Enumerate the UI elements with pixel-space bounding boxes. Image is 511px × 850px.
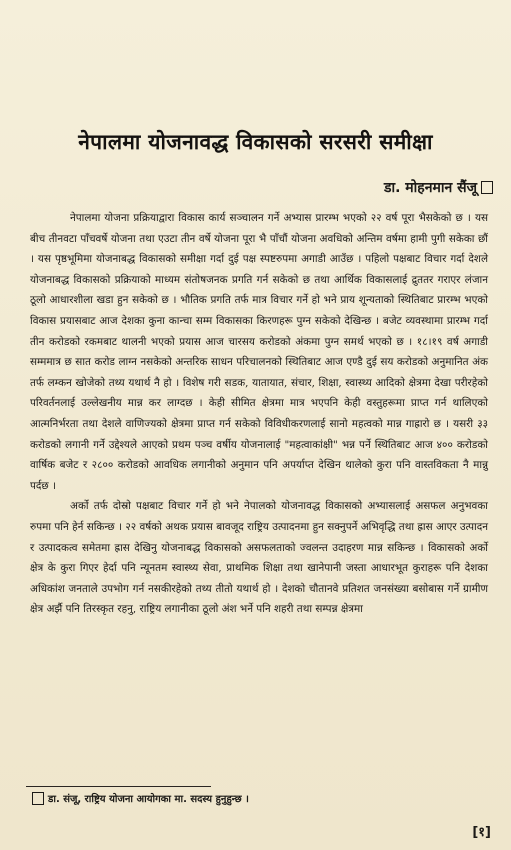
article-title: नेपालमा योजनावद्ध विकासको सरसरी समीक्षा <box>78 130 433 154</box>
footnote <box>30 791 470 805</box>
footnote-divider <box>26 786 211 787</box>
author-name: डा. मोहनमान सैंजू <box>383 180 477 196</box>
footnote-text: डा. संजू, राष्ट्रिय योजना आयोगका मा. सदस्य हुनुहुन्छ । <box>48 794 249 805</box>
paragraph-1: नेपालमा योजना प्रक्रियाद्वारा विकास कार्य सञ्चालन गर्ने अभ्यास प्रारम्भ भएको २२ वर्ष पूरा भैसकेको छ । यस बीच तीनवटा पाँचवर्षे योजना तथा एउटा तीन वर्षे योजना पूरा भै पाँचौं योजना अवधिको अन्तिम वर्षमा हामी पुगी सकेका छौं । यस पृष्ठभूमिमा योजनाबद्ध विकासको समीक्षा गर्दा दुई पक्ष स्पष्टरुपमा अगाडी आउँछ । पहिलो पक्षबाट विचार गर्दा देशले योजनाबद्ध विकासको प्रक्रियाको माध्यम संतोषजनक प्रगति गर्न सकेको छ तथा आर्थिक विकासलाई द्रुततर गराएर लंजान ठूलो आधारशीला खडा हुन सकेको छ । भौतिक प्रगति तर्फ मात्र विचार गर्ने हो भने प्राय शून्यताको स्थितिबाट प्रारम्भ भएको विकास प्रयासबाट आज देशका कुना कान्चा सम्म विकासका किरणहरू पुग्न सकेको देखिन्छ । बजेट व्यवस्थामा प्रारम्भ गर्दा तीन करोडको रकमबाट थालनी भएको प्रयास आज चारसय करोडको अंकमा पुग्न समर्थ भएको छ । १८।१९ वर्ष अगाडी सम्ममात्र छ सात करोड लाग्न नसकेको अन्तरिक साधन परिचालनको स्थितिबाट आज एण्डै दुई सय करोडको अनुमानित अंक तर्फ लम्कन खोजेको तथ्य यथार्थ नै हो । विशेष गरी सडक, यातायात, संचार, शिक्षा, स्वास्थ्य आदिको क्षेत्रमा देखा परीरहेको परिवर्तनलाई उल्लेखनीय मान्न कर लाग्दछ । केही सीमित क्षेत्रमा मात्र भएपनि केही वस्तुहरूमा प्राप्त गर्न थालिएको आत्मनिर्भरता तथा देशले वाणिज्यको क्षेत्रमा प्राप्त गर्न सकेको विविधीकरणलाई सानो महत्वको मान्न गाह्रारो छ । यसरी ३३ करोडको लगानी गर्ने उद्देश्यले आएको प्रथम पञ्च वर्षीय योजनालाई "महत्वाकांक्षी" भन्न पर्ने स्थितिबाट आज ४०० करोडको वार्षिक बजेट र २८०० करोडको आवधिक लगानीको अनुमान पनि अपर्याप्त देखिन थालेको कुरा पनि वास्तविकता नै मान्नु पर्दछ । <box>30 212 488 492</box>
footnote-marker-icon <box>32 792 44 805</box>
paragraph-2: अर्को तर्फ दोस्रो पक्षबाट विचार गर्ने हो भने नेपालको योजनावद्ध विकासको अभ्यासलाई असफल अनुभवका रुपमा पनि हेर्न सकिन्छ । २२ वर्षको अथक प्रयास बावजूद राष्ट्रिय उत्पादनमा हुन सक्नुपर्ने अभिवृद्धि तथा ह्रास आएर उत्पादन र उत्पादकत्व समेतमा ह्रास देखिनु योजनाबद्ध विकासको असफलताको ज्वलन्त उदाहरण मान्न सकिन्छ । विकासको अर्को क्षेत्र के कुरा गिएर हेर्दा पनि न्यूनतम स्वास्थ्य सेवा, प्राथमिक शिक्षा तथा खानेपानी जस्ता आधारभूत कुराहरू पनि देशका अधिकांश जनताले उपभोग गर्न नसकीरहेको तथ्य तीतो यथार्थ हो । देशको चौतानवे प्रतिशत जनसंख्या बसोबास गर्ने ग्रामीण क्षेत्र अर्झै पनि तिरस्कृत रहनु, राष्ट्रिय लगानीका ठूलो अंश भर्ने पनि शहरी तथा सम्पन्न क्षेत्रमा <box>30 500 488 616</box>
article-body <box>30 208 488 620</box>
author-line <box>384 178 493 197</box>
footnote-marker-icon <box>481 181 493 194</box>
page-number: [१] <box>472 825 491 840</box>
